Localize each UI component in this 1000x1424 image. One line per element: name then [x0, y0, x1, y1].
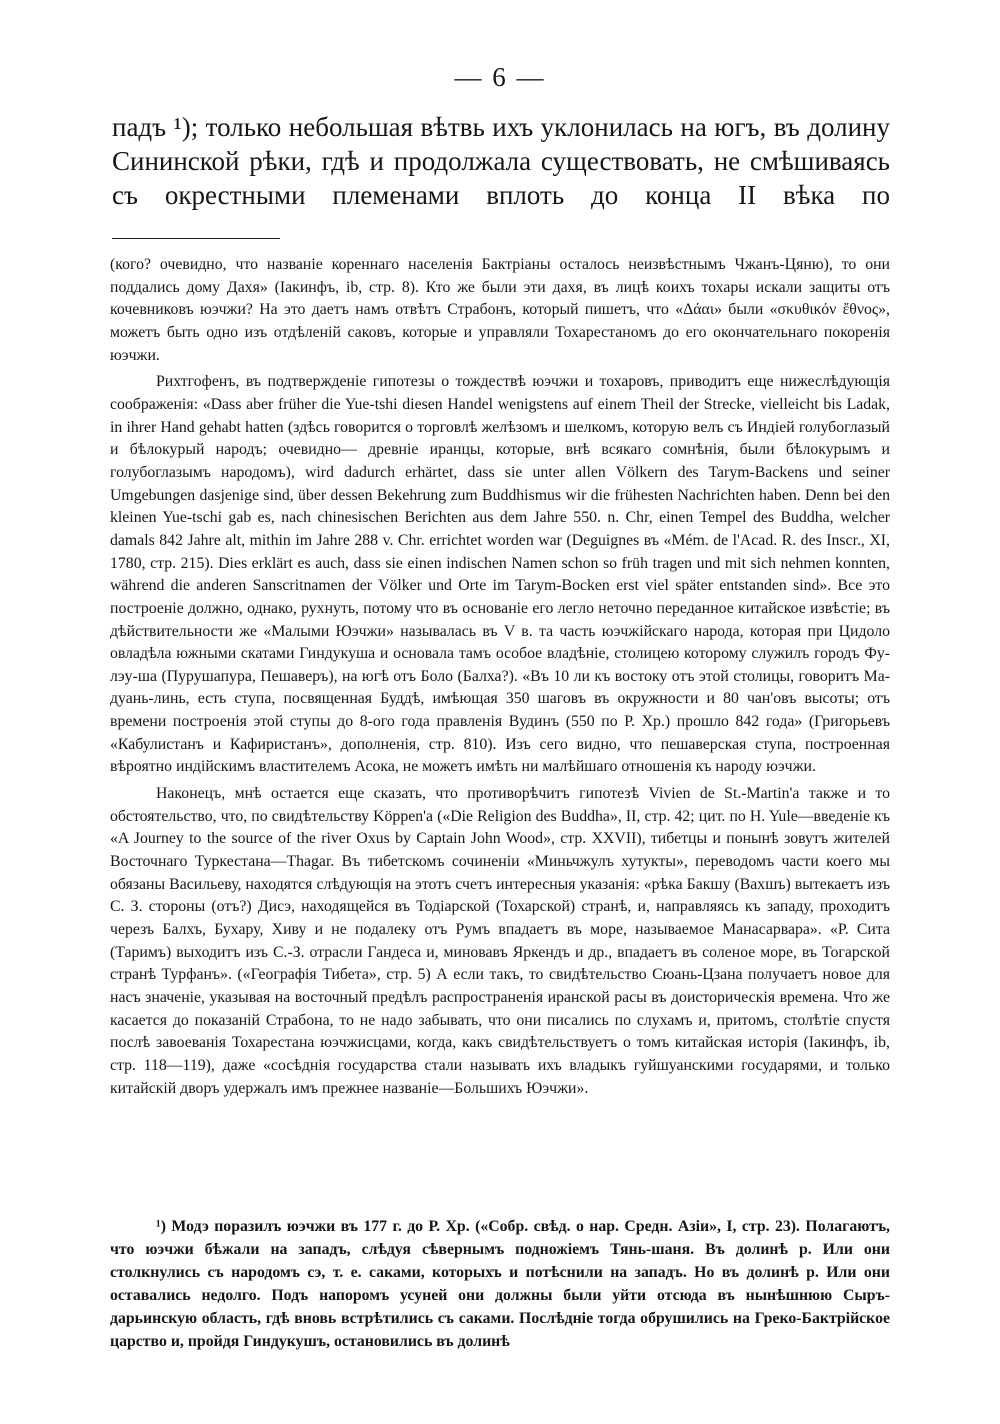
main-text-paragraph: падъ ¹); только небольшая вѣтвь ихъ уклонилась на югъ, въ долину Сининской рѣки, гдѣ и продолжала существовать, не смѣшиваясь съ окрестными племенами вплоть до конца II вѣка по [112, 112, 890, 210]
footnote-continuation-block [110, 254, 890, 1100]
footnote-marker: ¹) [156, 1218, 166, 1235]
note-paragraph-richthofen: Рихтгофенъ, въ подтвержденіе гипотезы о тождествѣ юэчжи и тохаровъ, приводитъ еще нижеслѣдующія соображенія: «Dass aber früher die Yue-tshi diesen Handel wenigstens auf einem Theil der Strecke, vielleicht bis Ladak, in ihrer Hand gehabt hatten (здѣсь говорится о торговлѣ желѣзомъ и шелкомъ, которую велъ съ Индіей голубоглазый и бѣлокурый народъ; очевидно— древніе иранцы, которые, внѣ всякаго сомнѣнія, были бѣлокурымъ и голубоглазымъ народомъ), wird dadurch erhärtet, dass sie unter allen Völkern des Tarym-Backens und seiner Umgebungen dasjenige sind, über dessen Bekehrung zum Buddhismus wir die frühesten Nachrichten haben. Denn bei den kleinen Yue-tschi gab es, nach chinesischen Berichten aus dem Jahre 550. n. Chr, einen Tempel des Buddha, welcher damals 842 Jahre alt, mithin im Jahre 288 v. Chr. errichtet worden war (Deguignes въ «Mém. de l'Acad. R. des Inscr., XI, 1780, стр. 215). Dies erklärt es auch, dass sie einen indischen Namen schon so früh tragen und mit sich nehmen konnten, während die anderen Sanscritnamen der Völker und Orte im Tarym-Bocken erst viel später entstanden sind». Все это построеніе должно, однако, рухнуть, потому что въ основаніе его легло неточно переданное китайское извѣстіе; въ дѣйствительности же «Малыми Юэчжи» называлась въ V в. та часть юэчжійскаго народа, которая при Цидоло овладѣла южными скатами Гиндукуша и основала тамъ особое владѣніе, столицею которому служилъ городъ Фу-лэу-ша (Пурушапура, Пешаверъ), на югѣ отъ Боло (Балха?). «Въ 10 ли къ востоку отъ этой столицы, говоритъ Ма-дуань-линь, есть ступа, посвященная Буддѣ, имѣющая 350 шаговъ въ окружности и 80 чан'овъ высоты; отъ времени построенія этой ступы до 8-ого года правленія Вудинъ (550 по Р. Хр.) прошло 842 года» (Григорьевъ «Кабулистанъ и Кафиристанъ», дополненія, стр. 810). Изъ сего видно, что пешаверская ступа, построенная вѣроятно индійскимъ властителемъ Асока, не можетъ имѣть ни малѣйшаго отношенія къ народу юэчжи. [110, 373, 890, 776]
footnote-1 [110, 1215, 890, 1353]
page-number: — 6 — [454, 62, 546, 92]
note-paragraph-continued: (кого? очевидно, что названіе кореннаго населенія Бактріаны осталось неизвѣстнымъ Чжанъ-Цяню), то они поддались дому Дахя» (Іакинфъ, ib, стр. 8). Кто же были эти дахя, въ лицѣ коихъ тохары искали защиты отъ кочевниковъ юэчжи? На это даетъ намъ отвѣтъ Страбонъ, который пишетъ, что «Δάαι» были «σκυθικόν ἔθνος», можетъ быть одно изъ отдѣленій саковъ, которые и управляли Тохарестаномъ до его окончательнаго покоренія юэчжи. [110, 256, 890, 364]
footnote-separator [112, 238, 280, 239]
note-paragraph-finally: Наконецъ, мнѣ остается еще сказать, что противорѣчитъ гипотезѣ Vivien de St.-Martin'a также и то обстоятельство, что, по свидѣтельству Köppen'a («Die Religion des Buddha», II, стр. 42; цит. по H. Yule—введеніе къ «A Journey to the source of the river Oxus by Captain John Wood», стр. XXVII), тибетцы и понынѣ зовутъ жителей Восточнаго Туркестана—Thagar. Въ тибетскомъ сочиненіи «Миньчжулъ хутукты», переводомъ части коего мы обязаны Васильеву, находятся слѣдующія на этотъ счетъ интересныя указанія: «рѣка Бакшу (Вахшъ) вытекаетъ изъ С. З. стороны (отъ?) Дисэ, находящейся въ Тодіарской (Тохарской) странѣ, и, направляясь къ западу, проходитъ черезъ Балхъ, Бухару, Хиву и не подалеку отъ Румъ впадаетъ въ море, называемое Манасарвара». «Р. Сита (Таримъ) выходитъ изъ С.-З. отрасли Гандеса и, миновавъ Яркендъ и др., впадаетъ въ соленое море, въ Тогарской странѣ Турфанъ». («Географія Тибета», стр. 5) А если такъ, то свидѣтельство Сюань-Цзана получаетъ новое для насъ значеніе, указывая на восточный предѣлъ распространенія иранской расы въ доисторическія времена. Что же касается до показаній Страбона, то не надо забывать, что они писались по слухамъ и, притомъ, столѣтіе спустя послѣ завоеванія Тохарестана юэчжисцами, когда, какъ свидѣтельствуетъ о томъ китайская исторія (Іакинфъ, ib, стр. 118—119), даже «сосѣднія государства стали называть ихъ владыкъ гуйшуанскими государями, и только китайскій дворъ удержалъ имъ прежнее названіе—Большихъ Юэчжи». [110, 785, 890, 1097]
footnote-text: Модэ поразилъ юэчжи въ 177 г. до Р. Хр. («Собр. свѣд. о нар. Средн. Азіи», I, стр. 23). Полагаютъ, что юэчжи бѣжали на западъ, слѣдуя сѣвернымъ подножіемъ Тянь-шаня. Въ долинѣ р. Или они столкнулись съ народомъ сэ, т. е. саками, которыхъ и потѣснили на западъ. Но въ долинѣ р. Или они оставались недолго. Подъ напоромъ усуней они должны были уйти отсюда въ нынѣшнюю Сыръ-дарьинскую область, гдѣ вновь встрѣтились съ саками. Послѣдніе тогда обрушились на Греко-Бактрійское царство и, пройдя Гиндукушъ, остановились въ долинѣ [110, 1218, 890, 1350]
